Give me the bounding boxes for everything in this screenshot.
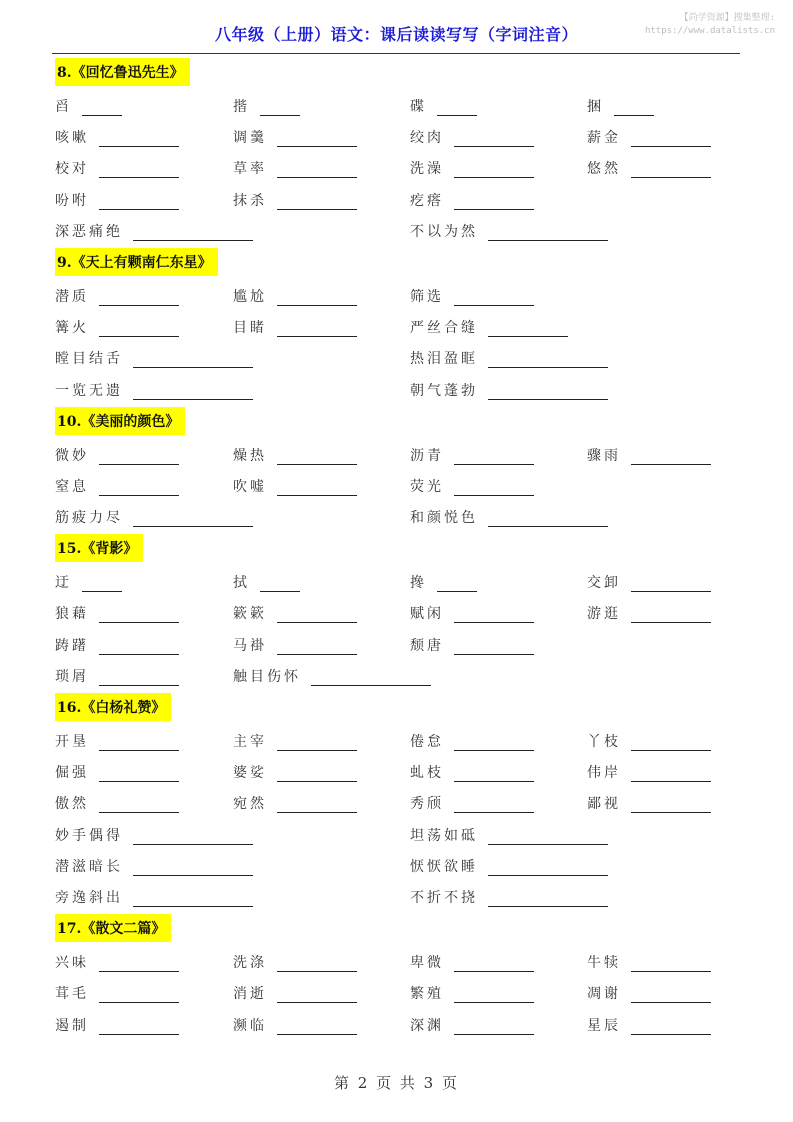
vocab-item xyxy=(233,445,357,465)
section-heading: 10.《美丽的颜色》 xyxy=(55,407,185,435)
vocab-item xyxy=(233,793,357,813)
vocab-word: 不折不挠 xyxy=(410,889,478,906)
vocab-row xyxy=(55,597,745,628)
pinyin-answer-blank[interactable] xyxy=(631,132,711,147)
page-number: 第 2 页 共 3 页 xyxy=(334,1074,459,1092)
pinyin-answer-blank[interactable] xyxy=(133,385,253,400)
vocab-word: 星辰 xyxy=(587,1017,621,1034)
vocab-word: 朝气蓬勃 xyxy=(410,382,478,399)
pinyin-answer-blank[interactable] xyxy=(99,163,179,178)
vocab-word: 卑微 xyxy=(410,955,444,972)
vocab-item xyxy=(55,286,179,306)
vocab-word: 兴味 xyxy=(55,955,89,972)
pinyin-answer-blank[interactable] xyxy=(277,1020,357,1035)
vocab-item xyxy=(55,127,179,147)
vocab-word: 燥热 xyxy=(233,447,267,464)
vocab-word: 调羹 xyxy=(233,130,267,147)
vocab-word: 深恶痛绝 xyxy=(55,223,123,240)
vocab-item xyxy=(587,603,711,623)
vocab-word: 骤雨 xyxy=(587,447,621,464)
pinyin-answer-blank[interactable] xyxy=(99,450,179,465)
vocab-item xyxy=(587,952,711,972)
pinyin-answer-blank[interactable] xyxy=(454,1020,534,1035)
vocab-word: 伟岸 xyxy=(587,765,621,782)
pinyin-answer-blank[interactable] xyxy=(99,1020,179,1035)
vocab-item xyxy=(55,158,179,178)
vocab-word: 丫枝 xyxy=(587,734,621,750)
pinyin-answer-blank[interactable] xyxy=(488,512,608,527)
pinyin-answer-blank[interactable] xyxy=(99,322,179,337)
pinyin-answer-blank[interactable] xyxy=(99,640,179,655)
pinyin-answer-blank[interactable] xyxy=(82,101,122,116)
vocab-item xyxy=(410,856,608,876)
vocab-item xyxy=(233,603,357,623)
vocab-item xyxy=(587,158,711,178)
vocab-item xyxy=(233,762,357,782)
vocab-word: 吹嘘 xyxy=(233,478,267,495)
vocab-word: 牛犊 xyxy=(587,955,621,972)
pinyin-answer-blank[interactable] xyxy=(133,512,253,527)
vocab-item xyxy=(233,572,300,592)
vocab-row xyxy=(55,215,745,246)
pinyin-answer-blank[interactable] xyxy=(631,988,711,1003)
vocab-item xyxy=(410,1015,534,1035)
vocab-row xyxy=(55,311,745,342)
vocab-item xyxy=(55,317,179,337)
vocab-item xyxy=(55,507,253,527)
vocab-row xyxy=(55,470,745,501)
vocab-row xyxy=(55,881,745,912)
vocab-word: 主宰 xyxy=(233,734,267,750)
pinyin-answer-blank[interactable] xyxy=(454,798,534,813)
pinyin-answer-blank[interactable] xyxy=(277,988,357,1003)
pinyin-answer-blank[interactable] xyxy=(631,736,711,751)
lesson-section xyxy=(55,532,745,691)
pinyin-answer-blank[interactable] xyxy=(277,608,357,623)
pinyin-answer-blank[interactable] xyxy=(631,163,711,178)
vocab-word: 荧光 xyxy=(410,478,444,495)
vocab-word: 开垦 xyxy=(55,734,89,750)
vocab-word: 交卸 xyxy=(587,575,621,592)
pinyin-answer-blank[interactable] xyxy=(277,736,357,751)
vocab-item xyxy=(587,762,711,782)
vocab-item xyxy=(410,96,477,116)
vocab-word: 马褂 xyxy=(233,637,267,654)
vocab-word: 热泪盈眶 xyxy=(410,351,478,368)
lesson-section xyxy=(55,246,745,405)
vocab-word: 不以为然 xyxy=(410,223,478,240)
pinyin-answer-blank[interactable] xyxy=(631,957,711,972)
vocab-word: 倦怠 xyxy=(410,734,444,750)
vocab-item xyxy=(587,1015,711,1035)
vocab-row xyxy=(55,501,745,532)
vocab-word: 咳嗽 xyxy=(55,130,89,147)
pinyin-answer-blank[interactable] xyxy=(488,830,608,845)
vocab-item xyxy=(233,96,300,116)
vocab-item xyxy=(55,762,179,782)
pinyin-answer-blank[interactable] xyxy=(99,957,179,972)
pinyin-answer-blank[interactable] xyxy=(454,608,534,623)
vocab-word: 深渊 xyxy=(410,1017,444,1034)
vocab-word: 簌簌 xyxy=(233,606,267,623)
pinyin-answer-blank[interactable] xyxy=(99,481,179,496)
pinyin-answer-blank[interactable] xyxy=(437,577,477,592)
vocab-word: 舀 xyxy=(55,99,72,115)
pinyin-answer-blank[interactable] xyxy=(99,671,179,686)
vocab-item xyxy=(55,96,122,116)
worksheet-body xyxy=(55,56,745,1040)
pinyin-answer-blank[interactable] xyxy=(454,481,534,496)
vocab-word: 鄙视 xyxy=(587,796,621,813)
vocab-item xyxy=(410,317,568,337)
lesson-section xyxy=(55,405,745,533)
vocab-row xyxy=(55,1009,745,1040)
vocab-item xyxy=(233,158,357,178)
vocab-word: 遏制 xyxy=(55,1017,89,1034)
pinyin-answer-blank[interactable] xyxy=(437,101,477,116)
vocab-item xyxy=(410,762,534,782)
vocab-item xyxy=(233,317,357,337)
watermark xyxy=(645,12,775,38)
vocab-word: 窒息 xyxy=(55,478,89,495)
vocab-word: 颓唐 xyxy=(410,637,444,654)
vocab-word: 绞肉 xyxy=(410,130,444,147)
lesson-section xyxy=(55,691,745,912)
vocab-row xyxy=(55,374,745,405)
vocab-item xyxy=(55,348,253,368)
vocab-word: 妙手偶得 xyxy=(55,827,123,844)
vocab-word: 迂 xyxy=(55,575,72,592)
vocab-word: 微妙 xyxy=(55,447,89,464)
vocab-item xyxy=(233,666,431,686)
pinyin-answer-blank[interactable] xyxy=(631,577,711,592)
pinyin-answer-blank[interactable] xyxy=(631,608,711,623)
pinyin-answer-blank[interactable] xyxy=(488,385,608,400)
pinyin-answer-blank[interactable] xyxy=(488,861,608,876)
vocab-word: 坦荡如砥 xyxy=(410,827,478,844)
vocab-item xyxy=(55,666,179,686)
pinyin-answer-blank[interactable] xyxy=(277,322,357,337)
vocab-item xyxy=(587,983,711,1003)
vocab-word: 草率 xyxy=(233,161,267,178)
vocab-word: 一览无遗 xyxy=(55,382,123,399)
vocab-word: 疙瘩 xyxy=(410,192,444,209)
pinyin-answer-blank[interactable] xyxy=(454,640,534,655)
vocab-item xyxy=(410,952,534,972)
vocab-row xyxy=(55,121,745,152)
vocab-row xyxy=(55,756,745,787)
pinyin-answer-blank[interactable] xyxy=(631,450,711,465)
pinyin-answer-blank[interactable] xyxy=(277,195,357,210)
vocab-word: 秀颀 xyxy=(410,796,444,813)
pinyin-answer-blank[interactable] xyxy=(99,195,179,210)
vocab-word: 琐屑 xyxy=(55,668,89,685)
pinyin-answer-blank[interactable] xyxy=(488,226,608,241)
pinyin-answer-blank[interactable] xyxy=(277,132,357,147)
pinyin-answer-blank[interactable] xyxy=(277,767,357,782)
vocab-word: 尴尬 xyxy=(233,288,267,305)
vocab-item xyxy=(233,731,357,751)
vocab-item xyxy=(410,825,608,845)
vocab-row xyxy=(55,566,745,597)
vocab-item xyxy=(410,380,608,400)
vocab-word: 潜质 xyxy=(55,288,89,305)
vocab-item xyxy=(587,96,654,116)
pinyin-answer-blank[interactable] xyxy=(99,608,179,623)
vocab-item xyxy=(410,887,608,907)
vocab-word: 搀 xyxy=(410,575,427,592)
vocab-word: 筋疲力尽 xyxy=(55,510,123,527)
vocab-item xyxy=(55,983,179,1003)
vocab-row xyxy=(55,629,745,660)
vocab-row xyxy=(55,184,745,215)
vocab-item xyxy=(233,635,357,655)
vocab-word: 篝火 xyxy=(55,320,89,337)
vocab-item xyxy=(55,445,179,465)
vocab-item xyxy=(410,635,534,655)
pinyin-answer-blank[interactable] xyxy=(631,1020,711,1035)
vocab-item xyxy=(587,127,711,147)
vocab-item xyxy=(233,476,357,496)
vocab-word: 目睹 xyxy=(233,320,267,337)
section-heading: 17.《散文二篇》 xyxy=(55,914,171,942)
vocab-row xyxy=(55,152,745,183)
vocab-item xyxy=(55,380,253,400)
pinyin-answer-blank[interactable] xyxy=(488,353,608,368)
vocab-item xyxy=(55,1015,179,1035)
pinyin-answer-blank[interactable] xyxy=(488,892,608,907)
vocab-word: 吩咐 xyxy=(55,192,89,209)
header-divider xyxy=(52,53,740,54)
vocab-item xyxy=(410,476,534,496)
pinyin-answer-blank[interactable] xyxy=(454,132,534,147)
vocab-item xyxy=(233,983,357,1003)
vocab-item xyxy=(55,856,253,876)
vocab-item xyxy=(410,572,477,592)
vocab-word: 抹杀 xyxy=(233,192,267,209)
vocab-word: 狼藉 xyxy=(55,606,89,623)
vocab-item xyxy=(410,127,534,147)
vocab-row xyxy=(55,819,745,850)
pinyin-answer-blank[interactable] xyxy=(260,101,300,116)
pinyin-answer-blank[interactable] xyxy=(277,450,357,465)
section-heading: 9.《天上有颗南仁东星》 xyxy=(55,248,218,276)
vocab-word: 潜滋暗长 xyxy=(55,858,123,875)
vocab-word: 触目伤怀 xyxy=(233,668,301,685)
pinyin-answer-blank[interactable] xyxy=(631,798,711,813)
vocab-item xyxy=(55,887,253,907)
pinyin-answer-blank[interactable] xyxy=(277,291,357,306)
vocab-word: 繁殖 xyxy=(410,986,444,1003)
vocab-item xyxy=(410,221,608,241)
vocab-word: 瞠目结舌 xyxy=(55,351,123,368)
pinyin-answer-blank[interactable] xyxy=(454,291,534,306)
vocab-item xyxy=(587,731,711,751)
vocab-row xyxy=(55,787,745,818)
watermark-source: 【尚学资源】搜集整理: xyxy=(679,13,775,23)
pinyin-answer-blank[interactable] xyxy=(99,736,179,751)
watermark-url: https://www.datalists.cn xyxy=(644,26,775,36)
vocab-word: 濒临 xyxy=(233,1017,267,1034)
pinyin-answer-blank[interactable] xyxy=(454,988,534,1003)
vocab-item xyxy=(55,731,179,751)
vocab-item xyxy=(587,445,711,465)
vocab-word: 赋闲 xyxy=(410,606,444,623)
pinyin-answer-blank[interactable] xyxy=(133,861,253,876)
vocab-item xyxy=(55,221,253,241)
pinyin-answer-blank[interactable] xyxy=(133,830,253,845)
vocab-word: 沥青 xyxy=(410,447,444,464)
vocab-item xyxy=(410,983,534,1003)
pinyin-answer-blank[interactable] xyxy=(99,798,179,813)
lesson-section xyxy=(55,56,745,246)
section-heading: 16.《白杨礼赞》 xyxy=(55,693,171,721)
vocab-word: 倔强 xyxy=(55,765,89,782)
page-title: 八年级（上册）语文：课后读读写写（字词注音） xyxy=(214,25,578,44)
vocab-word: 揩 xyxy=(233,99,250,115)
vocab-item xyxy=(410,158,534,178)
vocab-row xyxy=(55,342,745,373)
vocab-item xyxy=(55,603,179,623)
vocab-item xyxy=(55,793,179,813)
vocab-word: 严丝合缝 xyxy=(410,320,478,337)
vocab-item xyxy=(410,445,534,465)
pinyin-answer-blank[interactable] xyxy=(454,736,534,751)
vocab-word: 踌躇 xyxy=(55,637,89,654)
pinyin-answer-blank[interactable] xyxy=(454,767,534,782)
pinyin-answer-blank[interactable] xyxy=(133,353,253,368)
vocab-item xyxy=(55,952,179,972)
vocab-word: 悠然 xyxy=(587,161,621,178)
pinyin-answer-blank[interactable] xyxy=(488,322,568,337)
pinyin-answer-blank[interactable] xyxy=(133,892,253,907)
pinyin-answer-blank[interactable] xyxy=(133,226,253,241)
vocab-word: 碟 xyxy=(410,99,427,115)
vocab-item xyxy=(410,348,608,368)
pinyin-answer-blank[interactable] xyxy=(99,291,179,306)
vocab-word: 捆 xyxy=(587,99,604,115)
vocab-word: 旁逸斜出 xyxy=(55,889,123,906)
section-heading: 15.《背影》 xyxy=(55,534,143,562)
pinyin-answer-blank[interactable] xyxy=(99,767,179,782)
vocab-word: 和颜悦色 xyxy=(410,510,478,527)
vocab-row xyxy=(55,280,745,311)
vocab-item xyxy=(410,793,534,813)
vocab-word: 恹恹欲睡 xyxy=(410,858,478,875)
vocab-word: 洗澡 xyxy=(410,161,444,178)
pinyin-answer-blank[interactable] xyxy=(631,767,711,782)
vocab-item xyxy=(55,825,253,845)
pinyin-answer-blank[interactable] xyxy=(614,101,654,116)
vocab-word: 虬枝 xyxy=(410,765,444,782)
pinyin-answer-blank[interactable] xyxy=(454,195,534,210)
vocab-row xyxy=(55,850,745,881)
vocab-item xyxy=(410,286,534,306)
vocab-item xyxy=(410,731,534,751)
pinyin-answer-blank[interactable] xyxy=(277,640,357,655)
vocab-word: 宛然 xyxy=(233,796,267,813)
pinyin-answer-blank[interactable] xyxy=(82,577,122,592)
vocab-item xyxy=(587,572,711,592)
vocab-item xyxy=(55,476,179,496)
vocab-word: 茸毛 xyxy=(55,986,89,1003)
pinyin-answer-blank[interactable] xyxy=(277,163,357,178)
vocab-item xyxy=(410,603,534,623)
vocab-item xyxy=(233,190,357,210)
vocab-word: 凋谢 xyxy=(587,986,621,1003)
vocab-item xyxy=(233,286,357,306)
vocab-word: 筛选 xyxy=(410,288,444,305)
vocab-word: 游逛 xyxy=(587,606,621,623)
pinyin-answer-blank[interactable] xyxy=(99,132,179,147)
vocab-item xyxy=(233,1015,357,1035)
pinyin-answer-blank[interactable] xyxy=(454,450,534,465)
vocab-row xyxy=(55,977,745,1008)
pinyin-answer-blank[interactable] xyxy=(311,671,431,686)
vocab-word: 薪金 xyxy=(587,130,621,147)
vocab-word: 校对 xyxy=(55,161,89,178)
vocab-item xyxy=(55,190,179,210)
lesson-section xyxy=(55,912,745,1040)
vocab-word: 洗涤 xyxy=(233,955,267,972)
vocab-word: 傲然 xyxy=(55,796,89,813)
pinyin-answer-blank[interactable] xyxy=(454,957,534,972)
pinyin-answer-blank[interactable] xyxy=(277,957,357,972)
vocab-word: 婆娑 xyxy=(233,765,267,782)
vocab-row xyxy=(55,90,745,121)
vocab-row xyxy=(55,439,745,470)
vocab-item xyxy=(233,952,357,972)
vocab-row xyxy=(55,946,745,977)
pinyin-answer-blank[interactable] xyxy=(277,798,357,813)
pinyin-answer-blank[interactable] xyxy=(454,163,534,178)
vocab-item xyxy=(410,190,534,210)
pinyin-answer-blank[interactable] xyxy=(260,577,300,592)
section-heading: 8.《回忆鲁迅先生》 xyxy=(55,58,190,86)
vocab-row xyxy=(55,660,745,691)
vocab-item xyxy=(410,507,608,527)
vocab-item xyxy=(587,793,711,813)
vocab-word: 拭 xyxy=(233,575,250,592)
vocab-row xyxy=(55,725,745,756)
vocab-item xyxy=(55,572,122,592)
vocab-item xyxy=(55,635,179,655)
pinyin-answer-blank[interactable] xyxy=(99,988,179,1003)
vocab-word: 消逝 xyxy=(233,986,267,1003)
vocab-item xyxy=(233,127,357,147)
pinyin-answer-blank[interactable] xyxy=(277,481,357,496)
